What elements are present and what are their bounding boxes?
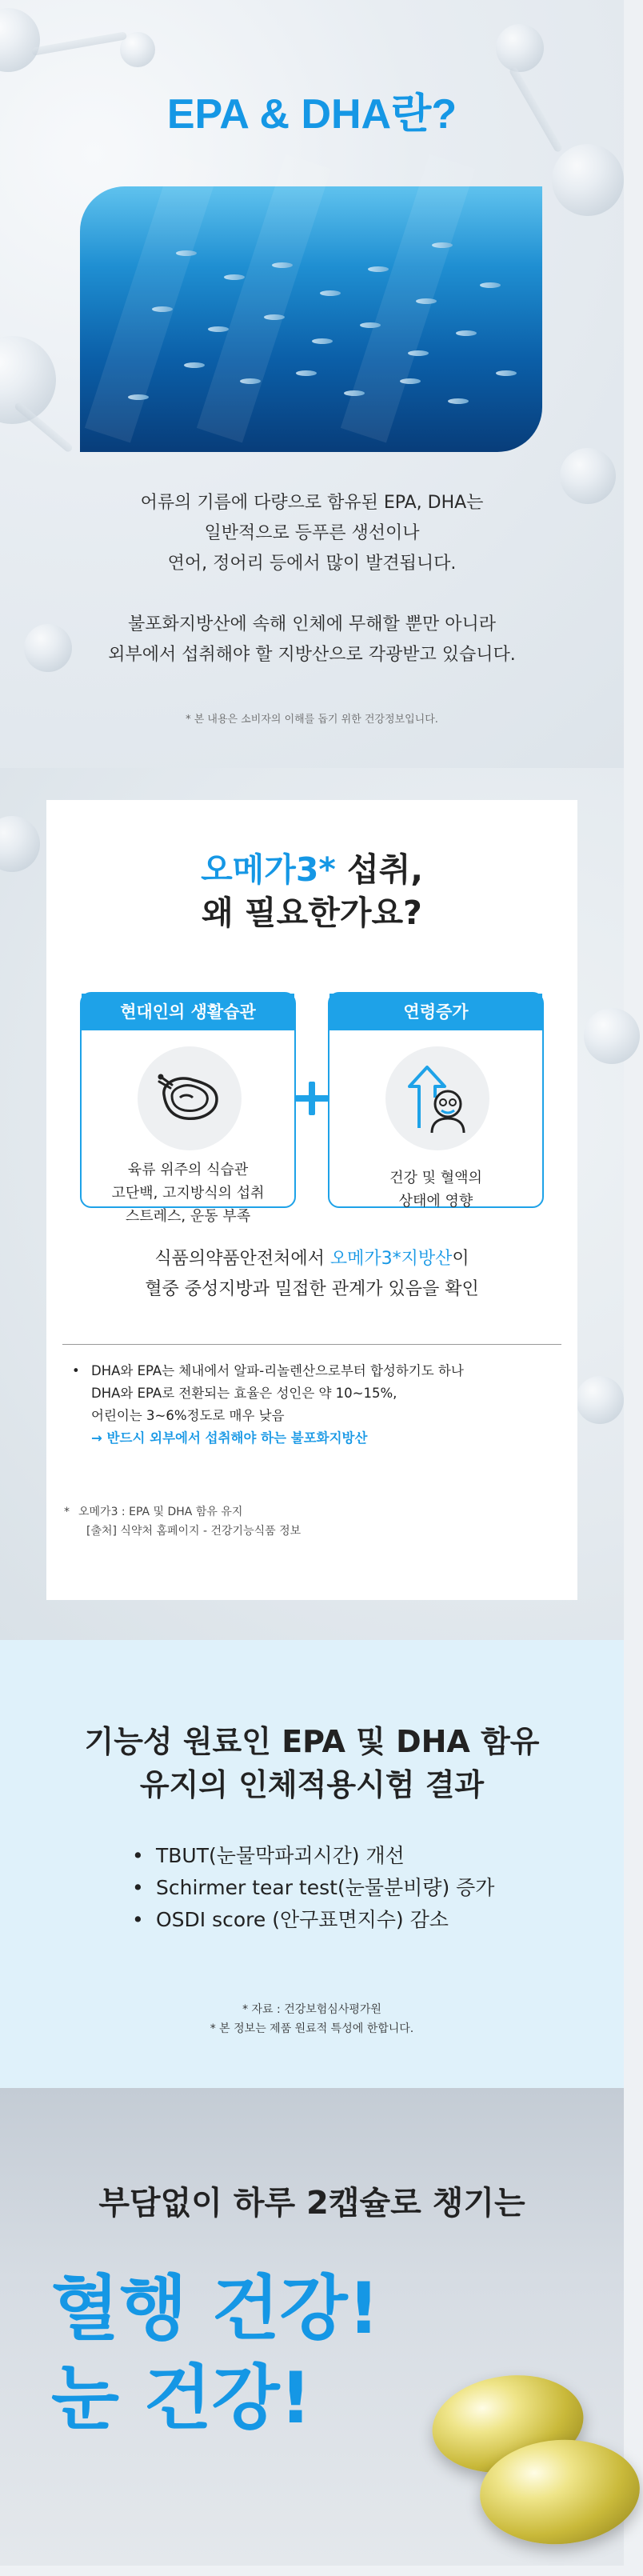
aging-box-header: 연령증가 [329, 994, 542, 1030]
bullet-line: 어린이는 3~6%정도로 매우 낮음 [91, 1408, 285, 1423]
meat-icon [138, 1046, 242, 1150]
intake-subtitle: 부담없이 하루 2캡슐로 챙기는 [98, 2185, 525, 2222]
conclusion-arrow-text: → 반드시 외부에서 섭취해야 하는 불포화지방산 [91, 1430, 368, 1446]
card-title-rest: 섭취, [335, 850, 423, 889]
source-note: [출처] 식약처 홈페이지 - 건강기능식품 정보 [86, 1525, 302, 1538]
box-line: 건강 및 혈액의 [389, 1170, 482, 1186]
mfds-suffix: 이 [452, 1249, 469, 1269]
molecule-decoration [0, 8, 40, 72]
aging-person-icon [385, 1046, 489, 1150]
molecule-decoration [496, 24, 544, 72]
molecule-decoration [552, 144, 624, 216]
molecule-decoration [584, 1008, 640, 1064]
lifestyle-box [80, 992, 296, 1225]
footnote: * 오메가3 : EPA 및 DHA 함유 유지 [46, 1502, 577, 1522]
footnotes [46, 1502, 577, 1541]
epa-dha-intro-section [0, 0, 624, 768]
mfds-prefix: 식품의약품안전처에서 [154, 1249, 330, 1269]
source-note: * 자료 : 건강보험심사평가원 [242, 2003, 381, 2016]
box-line: 스트레스, 운동 부족 [125, 1208, 251, 1225]
headline-line1: 혈행 건강! [51, 2267, 380, 2350]
section-title: EPA & DHA란? [166, 91, 457, 138]
aging-box [328, 992, 544, 1208]
list-item: • TBUT(눈물막파괴시간) 개선 [132, 1840, 494, 1872]
omega3-section [0, 768, 624, 1640]
disclaimer-note: * 본 내용은 소비자의 이해를 돕기 위한 건강정보입니다. [186, 714, 438, 726]
intro-line: 불포화지방산에 속해 인체에 무해할 뿐만 아니라 [127, 614, 496, 634]
list-item: • OSDI score (안구표면지수) 감소 [132, 1904, 494, 1936]
clinical-results-list [132, 1840, 494, 1936]
intro-line: 어류의 기름에 다량으로 함유된 EPA, DHA는 [140, 493, 484, 513]
molecule-bond [31, 31, 127, 56]
clinical-notes [0, 2000, 624, 2038]
box-line: 상태에 영향 [398, 1193, 473, 1210]
box-line: 육류 위주의 식습관 [127, 1162, 249, 1178]
mfds-highlight: 오메가3*지방산 [329, 1249, 453, 1269]
lifestyle-box-text [82, 1158, 294, 1228]
intro-line: 일반적으로 등푸른 생선이나 [204, 523, 420, 543]
card-title [46, 848, 577, 934]
clinical-results-section [0, 1640, 624, 2088]
headline-line2: 눈 건강! [51, 2357, 312, 2439]
molecule-decoration [0, 816, 40, 872]
intro-line: 연어, 정어리 등에서 많이 발견됩니다. [167, 554, 457, 574]
mfds-statement [46, 1244, 577, 1305]
intro-line: 외부에서 섭취해야 할 지방산으로 각광받고 있습니다. [108, 645, 516, 665]
lifestyle-box-header: 현대인의 생활습관 [82, 994, 294, 1030]
info-card [46, 800, 577, 1600]
daily-intake-section [0, 2088, 624, 2566]
plus-icon [295, 1082, 329, 1115]
aging-box-text [329, 1166, 542, 1213]
clinical-title-line1: 기능성 원료인 EPA 및 DHA 함유 [84, 1724, 540, 1759]
divider [62, 1344, 561, 1345]
disclaimer-note: * 본 정보는 제품 원료적 특성에 한합니다. [210, 2022, 414, 2035]
card-title-line2: 왜 필요한가요? [202, 894, 422, 932]
box-line: 고단백, 고지방식의 섭취 [111, 1185, 265, 1202]
bullet-line: • DHA와 EPA는 체내에서 알파-리놀렌산으로부터 합성하기도 하나 [46, 1360, 577, 1382]
mfds-line2: 혈중 중성지방과 밀접한 관계가 있음을 확인 [145, 1279, 479, 1299]
molecule-decoration [576, 1376, 624, 1424]
softgel-capsules-image [416, 2368, 640, 2576]
clinical-title-line2: 유지의 인체적용시험 결과 [139, 1767, 485, 1802]
fish-school-image [80, 186, 542, 452]
bullet-line: DHA와 EPA로 전환되는 효율은 성인은 약 10~15%, [91, 1386, 397, 1401]
benefit-headline [51, 2264, 380, 2443]
intro-text [0, 488, 624, 670]
list-item: • Schirmer tear test(눈물분비량) 증가 [132, 1872, 494, 1904]
conversion-note [46, 1360, 577, 1450]
clinical-title [0, 1720, 624, 1806]
card-title-highlight: 오메가3* [201, 850, 336, 889]
